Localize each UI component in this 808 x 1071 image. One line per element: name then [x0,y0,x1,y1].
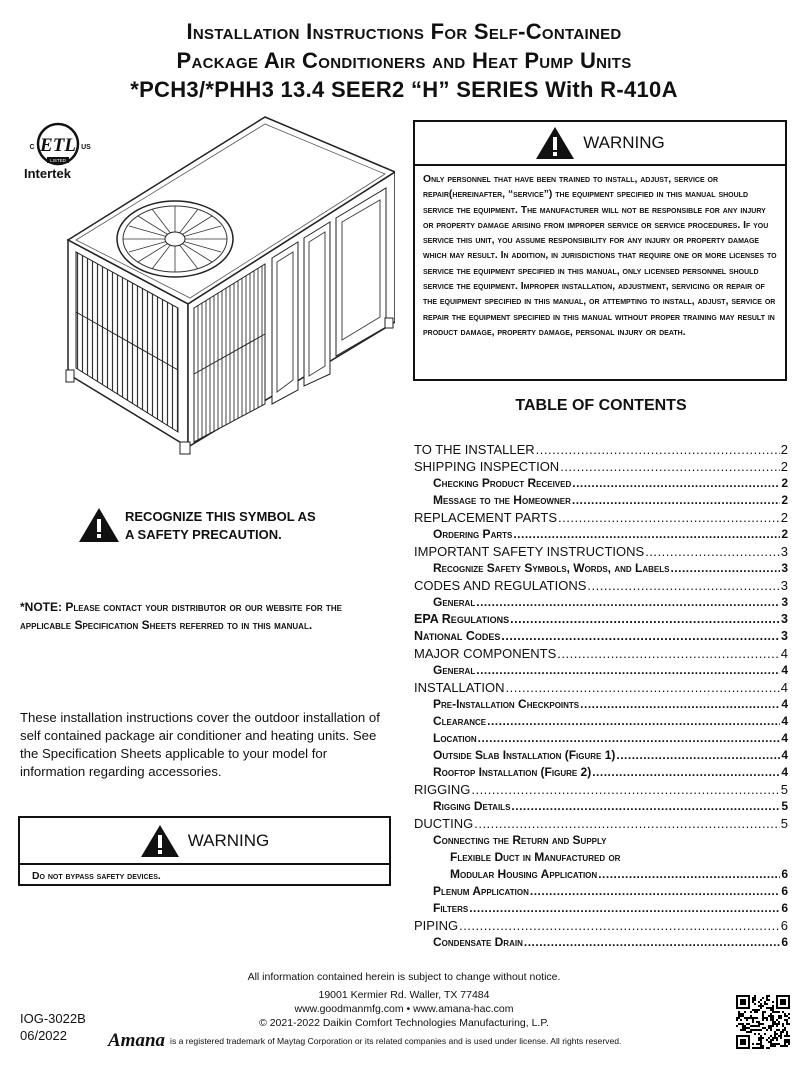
toc-entry [414,543,788,560]
toc-entry [414,730,788,747]
toc-page-number: 4 [781,697,788,711]
toc-leader [469,900,780,917]
toc-heading: TABLE OF CONTENTS [515,397,687,414]
toc-page-number: 6 [781,867,788,881]
toc-page-number: 3 [781,561,788,575]
footer-notice: All information contained herein is subject to change without notice. [247,971,561,983]
toc-entry [414,764,788,781]
toc-entry [414,492,788,509]
toc-leader [536,441,780,458]
toc-entry [414,849,788,866]
toc-entry [414,662,788,679]
toc-entry-title: General [433,663,476,677]
toc-page-number: 5 [780,782,788,797]
toc-leader [557,645,779,662]
toc-entry-title: Message to the Homeowner [433,493,571,507]
intro-paragraph: These installation instructions cover the outdoor installation of self contained package air conditioner and heating units. See the Specification Sheets applicable to your model for information regarding accessories. [20,710,380,779]
warning-text-bottom: Do not bypass safety devices. [32,871,161,882]
toc-leader [510,611,780,628]
toc-entry-title: TO THE INSTALLER [414,442,535,457]
safety-symbol-text [125,508,316,544]
toc-page-number: 6 [781,884,788,898]
warning-label-bottom: WARNING [187,830,270,850]
toc-entry [414,696,788,713]
safety-symbol-note [78,505,388,550]
toc-page-number: 3 [781,629,788,643]
toc-entry [414,509,788,526]
toc-page-number: 4 [780,646,788,661]
footer-web: www.goodmanmfg.com • www.amana-hac.com [294,1003,514,1015]
toc-leader [587,577,779,594]
toc-page-number: 5 [781,799,788,813]
trademark-text: is a registered trademark of Maytag Corporation or its related companies and is used under license. All rights reserved. [170,1036,622,1046]
toc-leader [459,917,780,934]
toc-entry-title: Filters [433,901,469,915]
toc-leader [572,492,780,509]
toc-page-number: 6 [781,935,788,949]
toc-leader [530,883,780,900]
footer-info [0,970,808,1030]
warning-triangle-icon [535,126,575,160]
toc-entry-title: Location [433,731,477,745]
toc-leader [476,594,780,611]
warning-box-top [413,120,787,381]
toc-page-number: 2 [780,459,788,474]
toc-entry-title: Ordering Parts [433,527,513,541]
unit-illustration [60,112,395,457]
toc-entry-title: PIPING [414,918,459,933]
etl-listed-text: LISTED [50,158,66,163]
note-text: Please contact your distributor or our website for the applicable Specification Sheets referred to in this manual. [20,600,342,632]
toc-entry-title: RIGGING [414,782,471,797]
toc-entry-title: SHIPPING INSPECTION [414,459,560,474]
toc-entry [414,798,788,815]
qr-code-icon [736,995,790,1049]
title-line-3: *PCH3/*PHH3 13.4 SEER2 “H” SERIES With R-410A [130,77,678,102]
toc-entry-title: Condensate Drain [433,935,523,949]
toc-entry-title: MAJOR COMPONENTS [414,646,557,661]
note-prefix: *NOTE: [20,600,62,614]
toc-leader [592,764,780,781]
toc-page-number: 3 [780,578,788,593]
toc-entry-title: INSTALLATION [414,680,505,695]
toc-leader [513,526,780,543]
toc-entry [414,917,788,934]
footer-address: 19001 Kermier Rd. Waller, TX 77484 [318,989,490,1001]
warning-text: Only personnel that have been trained to install, adjust, service or repair(hereinafter, “service”) the equipment specified in this manual should service the equipment. The manufacturer will not be responsible for any injury or property damage arising from improper service or service procedures. If you service this unit, you assume responsibility for any injury or property damage which may result. In addition, in jurisdictions that require one or more licenses to service the equipment specified in this manual, only licensed personnel should service the equipment. Improper installation, adjustment, servicing or repair of the equipment specified in this manual, or attempting to install, adjust, service or repair the equipment specified in this manual without proper training may result in product damage, property damage, personal injury or death. [423,174,777,338]
toc-leader [670,560,780,577]
toc-entry [414,883,788,900]
toc-page-number: 4 [780,680,788,695]
toc-page-number: 4 [781,714,788,728]
warning-triangle-icon [140,824,180,858]
safety-alert-icon [78,507,120,543]
toc-page-number: 6 [780,918,788,933]
safety-symbol-line-1: RECOGNIZE THIS SYMBOL AS [125,509,316,524]
doc-date: 06/2022 [20,1028,67,1043]
toc-entry-title: Rooftop Installation (Figure 2) [433,765,592,779]
toc-entry [414,934,788,951]
toc-page-number: 5 [780,816,788,831]
amana-logo: Amana [108,1030,166,1051]
toc-entry-title: EPA Regulations [414,612,510,626]
etl-mark: ETL [40,135,76,156]
toc-entry [414,526,788,543]
toc-entry-title: Modular Housing Application [450,867,598,881]
qr-code [736,995,790,1049]
spec-sheet-note [20,598,380,634]
toc-leader [560,458,780,475]
toc-entry-title: Clearance [433,714,487,728]
toc-entry [414,713,788,730]
doc-identifier [20,1010,86,1044]
toc-leader [487,713,780,730]
toc-entry-title: IMPORTANT SAFETY INSTRUCTIONS [414,544,645,559]
toc-entry-title: Checking Product Received [433,476,572,490]
doc-id: IOG-3022B [20,1011,86,1026]
toc-entry [414,900,788,917]
toc-page-number: 4 [781,748,788,762]
toc-page-number: 3 [780,544,788,559]
toc-entry-title: Pre-Installation Checkpoints [433,697,580,711]
toc-entry-title: Outside Slab Installation (Figure 1) [433,748,616,762]
package-unit-image [60,112,395,457]
toc-entry [414,781,788,798]
toc-entry [414,611,788,628]
toc-entry-title: General [433,595,476,609]
toc-entry [414,458,788,475]
warning-header-bottom [20,818,389,865]
toc-page-number: 2 [781,527,788,541]
toc-leader [506,679,780,696]
title-line-2: Package Air Conditioners and Heat Pump Units [176,48,632,73]
toc-page-number: 2 [780,510,788,525]
title-line-1: Installation Instructions For Self-Contained [186,19,622,44]
toc-entry [414,832,788,849]
toc-leader [501,628,780,645]
toc-page-number: 2 [781,476,788,490]
toc-page-number: 2 [780,442,788,457]
toc-entry [414,679,788,696]
toc-page-number: 4 [781,731,788,745]
toc-entry-title: REPLACEMENT PARTS [414,510,558,525]
toc-leader [476,662,780,679]
toc-entry [414,815,788,832]
toc-leader [558,509,780,526]
toc-entry [414,560,788,577]
toc-entry-title: National Codes [414,629,501,643]
toc-entry [414,441,788,458]
toc-entry [414,645,788,662]
toc-leader [616,747,780,764]
warning-box-bottom [18,816,391,886]
toc-page-number: 4 [781,663,788,677]
toc-leader [580,696,780,713]
safety-symbol-line-2: A SAFETY PRECAUTION. [125,527,282,542]
toc-entry [414,594,788,611]
trademark-line [108,1030,621,1052]
toc-page-number: 3 [781,595,788,609]
toc-leader [471,781,779,798]
toc-entry [414,628,788,645]
toc-leader [572,475,780,492]
page-title [0,17,808,104]
toc-leader [598,866,780,883]
toc-entry-title: Connecting the Return and Supply [433,833,607,847]
etl-c-text: C [29,144,35,151]
toc-page-number: 3 [781,612,788,626]
toc-entry-title: Plenum Application [433,884,529,898]
toc-page-number: 4 [781,765,788,779]
toc-entry [414,866,788,883]
toc-entry [414,747,788,764]
toc-entry [414,577,788,594]
table-of-contents [414,441,788,951]
toc-entry-title: DUCTING [414,816,474,831]
warning-label: WARNING [583,133,665,152]
etl-us-text: US [81,144,91,151]
footer-copyright: © 2021-2022 Daikin Comfort Technologies Manufacturing, L.P. [259,1017,549,1029]
toc-entry-title: CODES AND REGULATIONS [414,578,587,593]
toc-page-number: 2 [781,493,788,507]
intertek-label: Intertek [24,166,71,181]
warning-header [415,122,785,166]
toc-leader [511,798,780,815]
toc-leader [474,815,780,832]
toc-entry-title: Flexible Duct in Manufactured or [450,850,621,864]
toc-leader [645,543,780,560]
toc-entry-title: Recognize Safety Symbols, Words, and Labels [433,561,670,575]
toc-entry [414,475,788,492]
toc-leader [478,730,781,747]
toc-page-number: 6 [781,901,788,915]
toc-leader [524,934,780,951]
toc-entry-title: Rigging Details [433,799,511,813]
